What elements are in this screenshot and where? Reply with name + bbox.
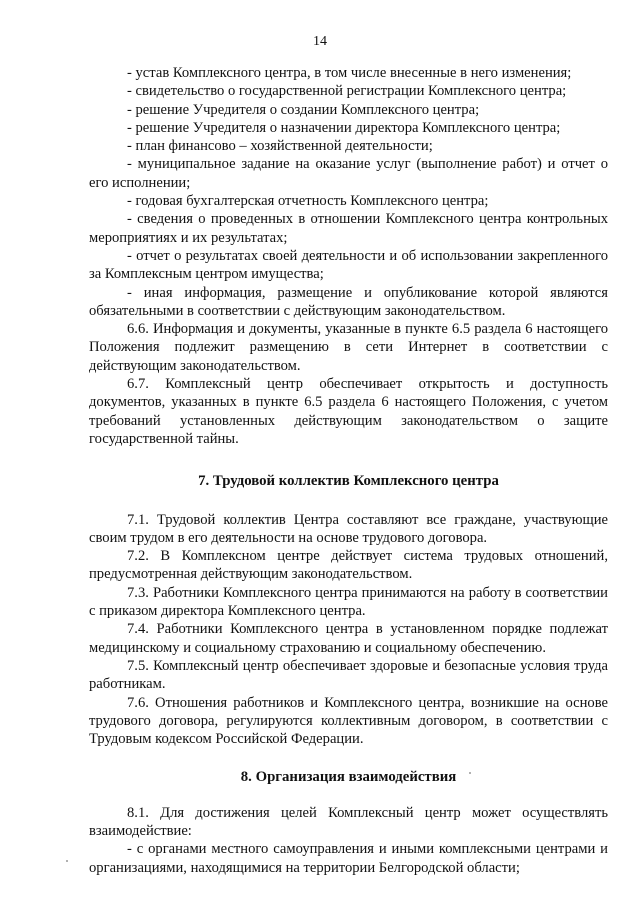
list-item-activity-report: - отчет о результатах своей деятельности и об использовании закрепленного за Комплексным центром имущества; [89,247,608,283]
list-item-financial-plan: - план финансово – хозяйственной деятельности; [127,138,433,155]
paragraph-8-1: 8.1. Для достижения целей Комплексный центр может осуществлять взаимодействие: [89,804,608,839]
paragraph-7-3: 7.3. Работники Комплексного центра принимаются на работу в соответствии с приказом директора Комплексного центра. [89,584,608,620]
paragraph-7-2: 7.2. В Комплексном центре действует система трудовых отношений, предусмотренная действующим законодательством. [89,548,608,583]
list-item-registration-certificate: - свидетельство о государственной регистрации Комплексного центра; [127,83,567,100]
list-item-founder-director-decision: - решение Учредителя о назначении директора Комплексного центра; [127,119,561,136]
paragraph-6-6: 6.6. Информация и документы, указанные в пункте 6.5 раздела 6 настоящего Положения подлежит размещению в сети Интернет в соответствии с действующим законодательством. [89,321,608,374]
scan-speck [469,772,471,774]
list-item-municipal-task: - муниципальное задание на оказание услуг (выполнение работ) и отчет о его исполнении; [89,156,608,191]
list-item-charter: - устав Комплексного центра, в том числе внесенные в него изменения; [127,65,572,81]
list-item-annual-accounting: - годовая бухгалтерская отчетность Комплексного центра; [127,193,489,210]
page-number: 14 [313,34,327,49]
paragraph-7-5: 7.5. Комплексный центр обеспечивает здоровые и безопасные условия труда работникам. [89,657,608,693]
section-7-heading: 7. Трудовой коллектив Комплексного центра [198,473,499,490]
paragraph-7-1: 7.1. Трудовой коллектив Центра составляют все граждане, участвующие своим трудом в его деятельности на основе трудового договора. [89,511,608,546]
list-item-control-measures: - сведения о проведенных в отношении Комплексного центра контрольных мероприятиях и их результатах; [89,211,608,246]
document-body [89,64,608,877]
scan-speck [66,860,68,862]
list-item-founder-creation-decision: - решение Учредителя о создании Комплексного центра; [127,101,480,118]
list-item-other-information: - иная информация, размещение и опубликование которой являются обязательными в соответствии с действующим законодательством. [89,284,608,319]
paragraph-6-7: 6.7. Комплексный центр обеспечивает открытость и доступность документов, указанных в пункте 6.5 раздела 6 настоящего Положения, с учетом требований установленных действующим законодательством о защите государственной тайны. [89,376,608,447]
section-8-heading: 8. Организация взаимодействия [240,769,457,786]
list-item-local-government: - с органами местного самоуправления и иными комплексными центрами и организациями, находящимися на территории Белгородской области; [89,841,608,876]
paragraph-7-4: 7.4. Работники Комплексного центра в установленном порядке подлежат медицинскому и социальному страхованию и социальному обеспечению. [89,621,608,656]
paragraph-7-6: 7.6. Отношения работников и Комплексного центра, возникшие на основе трудового договора, регулируются коллективным договором, в соответствии с Трудовым кодексом Российской Федерации. [89,694,608,748]
